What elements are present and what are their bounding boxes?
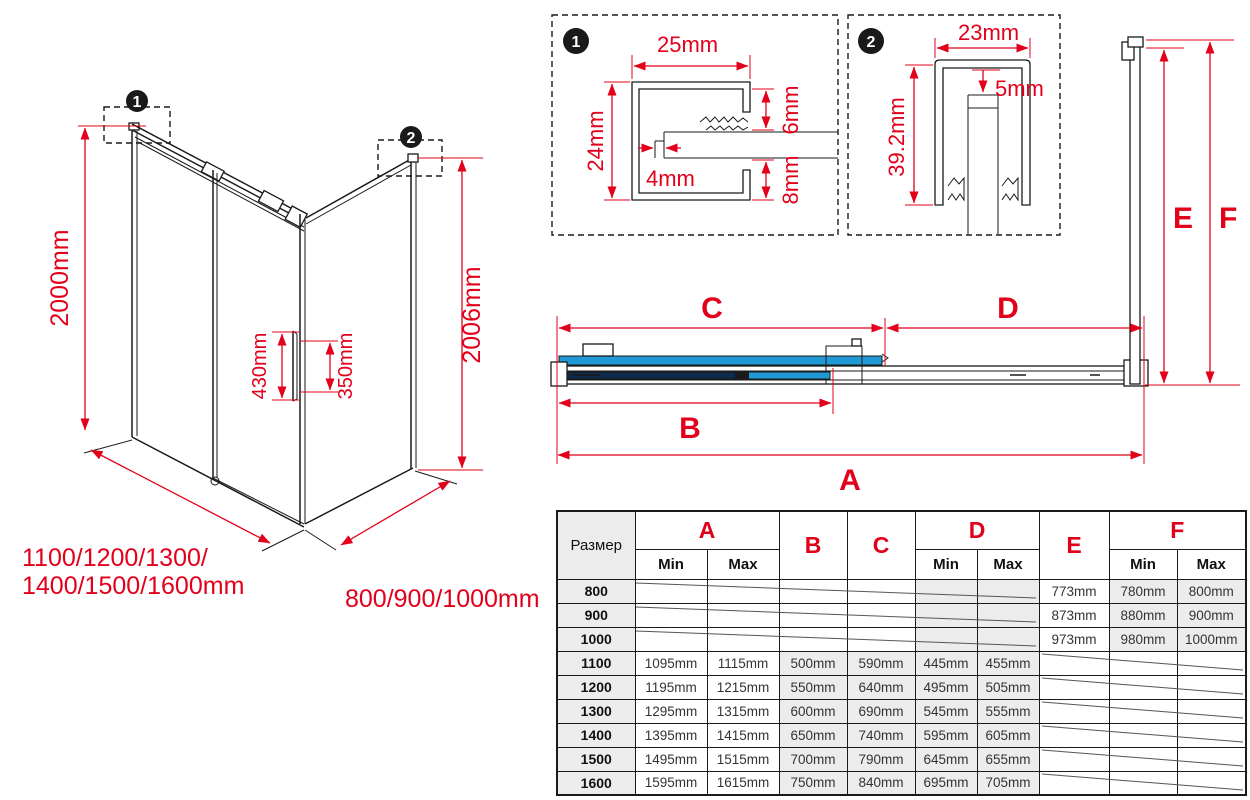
row-size-label: 1600 — [557, 771, 635, 795]
row-size-label: 1200 — [557, 675, 635, 699]
dim-width — [22, 440, 304, 600]
dim-25mm-label: 25mm — [657, 32, 719, 57]
table-cell-c: 590mm — [847, 651, 915, 675]
dim-8mm — [752, 156, 803, 205]
table-cell-f_min: 880mm — [1109, 603, 1177, 627]
table-cell-e — [1039, 699, 1109, 723]
table-row — [557, 675, 1246, 699]
table-cell-b — [779, 579, 847, 603]
dim-C-label: C — [701, 292, 723, 325]
table-cell-a_max: 1115mm — [707, 651, 779, 675]
table-row — [557, 723, 1246, 747]
col-header-A: A — [635, 511, 779, 549]
table-cell-d_min: 645mm — [915, 747, 977, 771]
table-cell-c: 790mm — [847, 747, 915, 771]
dim-8mm-label: 8mm — [778, 155, 803, 205]
dim-F-label: F — [1219, 202, 1238, 235]
dim-23mm — [935, 20, 1030, 58]
a-min-header: Min — [635, 549, 707, 579]
table-cell-f_min — [1109, 675, 1177, 699]
table-cell-f_max: 1000mm — [1177, 627, 1246, 651]
table-row — [557, 651, 1246, 675]
dim-E-label: E — [1173, 202, 1194, 235]
table-cell-c: 640mm — [847, 675, 915, 699]
detail2-marker-number: 2 — [866, 34, 876, 51]
dim-D-label: D — [997, 292, 1019, 325]
table-cell-d_min: 445mm — [915, 651, 977, 675]
detail1-marker-number: 1 — [571, 34, 581, 51]
table-cell-a_max: 1315mm — [707, 699, 779, 723]
f-min-header: Min — [1109, 549, 1177, 579]
table-cell-f_max — [1177, 651, 1246, 675]
table-cell-c: 690mm — [847, 699, 915, 723]
depth-label: 800/900/1000mm — [345, 585, 540, 613]
table-cell-f_max: 900mm — [1177, 603, 1246, 627]
table-cell-b — [779, 603, 847, 627]
dim-430mm-label: 430mm — [249, 332, 271, 400]
table-cell-b: 750mm — [779, 771, 847, 795]
table-cell-f_max: 800mm — [1177, 579, 1246, 603]
table-cell-e: 973mm — [1039, 627, 1109, 651]
dim-4mm — [638, 148, 695, 191]
table-cell-b — [779, 627, 847, 651]
table-cell-c — [847, 627, 915, 651]
table-cell-f_min — [1109, 771, 1177, 795]
size-header: Размер — [557, 511, 635, 579]
table-cell-d_max: 605mm — [977, 723, 1039, 747]
dim-5mm-label: 5mm — [995, 76, 1044, 101]
dim-350mm-label: 350mm — [335, 332, 357, 400]
dim-A — [558, 455, 1142, 497]
detail2-view — [848, 15, 1060, 235]
table-cell-f_min: 980mm — [1109, 627, 1177, 651]
table-cell-d_max: 455mm — [977, 651, 1039, 675]
dim-2006mm-label: 2006mm — [458, 266, 486, 364]
table-cell-a_min: 1295mm — [635, 699, 707, 723]
row-size-label: 1000 — [557, 627, 635, 651]
table-cell-a_max: 1215mm — [707, 675, 779, 699]
dim-6mm-label: 6mm — [778, 85, 803, 135]
table-cell-a_min: 1595mm — [635, 771, 707, 795]
row-size-label: 1100 — [557, 651, 635, 675]
table-cell-e: 773mm — [1039, 579, 1109, 603]
table-cell-f_max — [1177, 747, 1246, 771]
table-cell-f_max — [1177, 771, 1246, 795]
dim-39.2mm-label: 39.2mm — [884, 97, 909, 177]
table-cell-d_min: 495mm — [915, 675, 977, 699]
table-cell-f_max — [1177, 699, 1246, 723]
dim-2006mm — [418, 158, 486, 470]
table-cell-b: 700mm — [779, 747, 847, 771]
table-cell-d_min: 595mm — [915, 723, 977, 747]
table-cell-d_max — [977, 627, 1039, 651]
dim-4mm-label: 4mm — [646, 166, 695, 191]
d-min-header: Min — [915, 549, 977, 579]
row-size-label: 1400 — [557, 723, 635, 747]
detail1-view — [552, 15, 838, 235]
dim-2000mm — [46, 126, 146, 430]
dim-24mm — [583, 82, 630, 200]
d-max-header: Max — [977, 549, 1039, 579]
table-cell-f_min — [1109, 723, 1177, 747]
dim-5mm — [972, 70, 1044, 101]
dim-6mm — [752, 86, 803, 135]
table-cell-f_max — [1177, 675, 1246, 699]
table-cell-a_max: 1515mm — [707, 747, 779, 771]
dim-A-label: A — [839, 464, 861, 497]
table-cell-f_min: 780mm — [1109, 579, 1177, 603]
table-cell-d_max: 505mm — [977, 675, 1039, 699]
table-row — [557, 579, 1246, 603]
dim-B-label: B — [679, 412, 701, 445]
table-cell-a_min — [635, 603, 707, 627]
size-table — [556, 510, 1245, 794]
table-cell-d_min — [915, 603, 977, 627]
dim-2000mm-label: 2000mm — [46, 229, 74, 327]
dimension-table — [556, 510, 1247, 796]
table-cell-d_max — [977, 579, 1039, 603]
table-cell-f_min — [1109, 651, 1177, 675]
table-row — [557, 603, 1246, 627]
marker1-number: 1 — [132, 94, 142, 111]
table-cell-b: 550mm — [779, 675, 847, 699]
side-panel-plan — [1130, 46, 1140, 384]
row-size-label: 800 — [557, 579, 635, 603]
dim-24mm-label: 24mm — [583, 110, 608, 172]
dim-350mm — [300, 333, 357, 400]
row-size-label: 1500 — [557, 747, 635, 771]
table-cell-d_max: 705mm — [977, 771, 1039, 795]
detail2-marker-iso — [378, 126, 442, 176]
table-cell-e — [1039, 675, 1109, 699]
width-label-line1: 1100/1200/1300/ — [22, 544, 208, 572]
table-cell-a_min: 1195mm — [635, 675, 707, 699]
dim-depth — [305, 471, 540, 613]
dim-39.2mm — [884, 65, 933, 205]
dim-25mm — [632, 32, 750, 79]
table-cell-f_max — [1177, 723, 1246, 747]
table-cell-a_max: 1615mm — [707, 771, 779, 795]
table-cell-e: 873mm — [1039, 603, 1109, 627]
col-header-B: B — [779, 511, 847, 579]
table-cell-e — [1039, 771, 1109, 795]
table-cell-c — [847, 579, 915, 603]
width-label-line2: 1400/1500/1600mm — [22, 572, 245, 600]
marker2-number: 2 — [406, 130, 416, 147]
table-cell-e — [1039, 723, 1109, 747]
table-cell-c — [847, 603, 915, 627]
table-cell-d_min: 545mm — [915, 699, 977, 723]
dim-23mm-label: 23mm — [958, 20, 1020, 45]
table-cell-a_min — [635, 579, 707, 603]
table-cell-d_min — [915, 627, 977, 651]
row-size-label: 900 — [557, 603, 635, 627]
table-cell-a_min: 1095mm — [635, 651, 707, 675]
table-row — [557, 771, 1246, 795]
table-cell-c: 840mm — [847, 771, 915, 795]
table-cell-a_min — [635, 627, 707, 651]
col-header-F: F — [1109, 511, 1246, 549]
table-cell-e — [1039, 747, 1109, 771]
table-cell-a_min: 1395mm — [635, 723, 707, 747]
table-cell-a_max: 1415mm — [707, 723, 779, 747]
table-row — [557, 627, 1246, 651]
dim-430mm — [249, 332, 299, 400]
table-cell-f_min — [1109, 747, 1177, 771]
table-cell-c: 740mm — [847, 723, 915, 747]
table-row — [557, 747, 1246, 771]
table-cell-b: 600mm — [779, 699, 847, 723]
table-cell-d_min: 695mm — [915, 771, 977, 795]
table-row — [557, 699, 1246, 723]
fixed-glass-plan — [559, 356, 882, 365]
table-cell-b: 500mm — [779, 651, 847, 675]
col-header-D: D — [915, 511, 1039, 549]
table-cell-a_min: 1495mm — [635, 747, 707, 771]
table-cell-e — [1039, 651, 1109, 675]
table-cell-d_min — [915, 579, 977, 603]
f-max-header: Max — [1177, 549, 1246, 579]
table-cell-d_max: 555mm — [977, 699, 1039, 723]
table-cell-a_max — [707, 603, 779, 627]
col-header-C: C — [847, 511, 915, 579]
a-max-header: Max — [707, 549, 779, 579]
table-cell-d_max — [977, 603, 1039, 627]
col-header-E: E — [1039, 511, 1109, 579]
table-cell-f_min — [1109, 699, 1177, 723]
table-cell-d_max: 655mm — [977, 747, 1039, 771]
table-cell-a_max — [707, 579, 779, 603]
isometric-view — [22, 90, 540, 613]
row-size-label: 1300 — [557, 699, 635, 723]
table-cell-a_max — [707, 627, 779, 651]
table-cell-b: 650mm — [779, 723, 847, 747]
